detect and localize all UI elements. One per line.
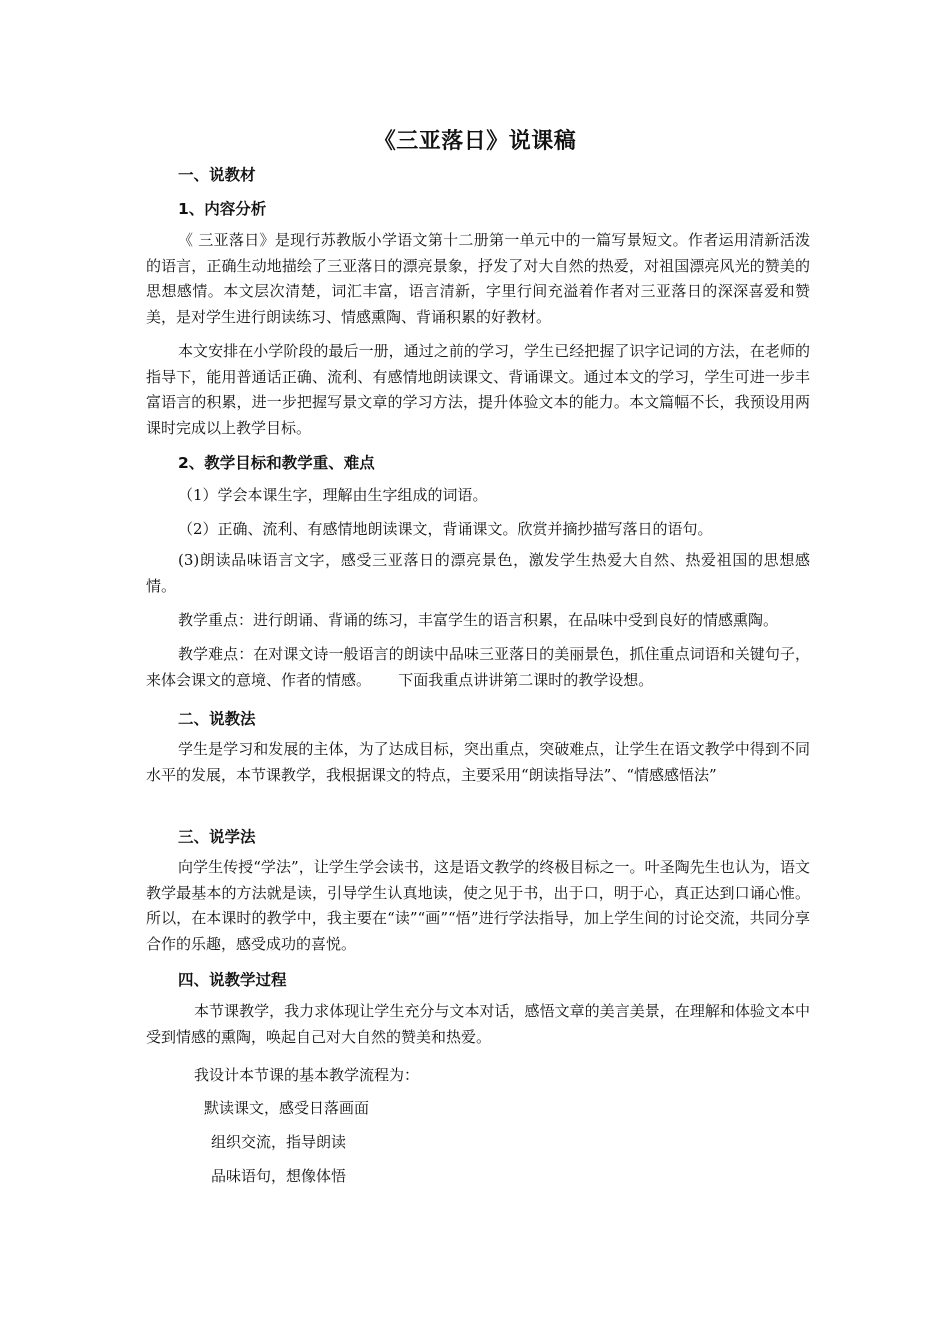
- process-step-3: 品味语句，想像体悟: [211, 1167, 347, 1185]
- teaching-key-point: 教学重点：进行朗诵、背诵的练习，丰富学生的语言积累，在品味中受到良好的情感熏陶。: [178, 611, 779, 629]
- goal-item-2: （2）正确、流利、有感情地朗读课文，背诵课文。欣赏并摘抄描写落日的语句。: [178, 520, 713, 538]
- paragraph-teaching-method: 学生是学习和发展的主体，为了达成目标，突出重点，突破难点，让学生在语文教学中得到不同水平的发展，本节课教学，我根据课文的特点，主要采用“朗读指导法”、“情感感悟法”: [146, 740, 810, 784]
- teaching-difficulty: 教学难点：在对课文诗一般语言的朗读中品味三亚落日的美丽景色，抓住重点词语和关键句子，来体会课文的意境、作者的情感。 下面我重点讲讲第二课时的教学设想。: [146, 645, 810, 689]
- paragraph-learning-method: 向学生传授“学法”，让学生学会读书，这是语文教学的终极目标之一。叶圣陶先生也认为，语文教学最基本的方法就是读，引导学生认真地读，使之见于书，出于口，明于心，真正达到口诵心惟。所以，在本课时的教学中，我主要在“读”“画”“悟”进行学法指导，加上学生间的讨论交流，共同分享合作的乐趣，感受成功的喜悦。: [146, 858, 810, 953]
- process-step-2: 组织交流，指导朗读: [211, 1133, 347, 1151]
- section-heading-teaching-material: 一、说教材: [178, 166, 256, 184]
- subheading-goals: 2、教学目标和教学重、难点: [178, 454, 375, 472]
- paragraph-teaching-process: 本节课教学，我力求体现让学生充分与文本对话，感悟文章的美言美景，在理解和体验文本中受到情感的熏陶，唤起自己对大自然的赞美和热爱。: [146, 1002, 810, 1046]
- page-title: 《三亚落日》说课稿: [373, 129, 577, 154]
- process-intro: 我设计本节课的基本教学流程为：: [194, 1066, 420, 1084]
- section-heading-learning-method: 三、说学法: [178, 828, 256, 846]
- section-heading-teaching-method: 二、说教法: [178, 710, 256, 728]
- goal-item-3: (3)朗读品味语言文字，感受三亚落日的漂亮景色，激发学生热爱大自然、热爱祖国的思想感情。: [146, 551, 810, 595]
- subheading-content-analysis: 1、内容分析: [178, 200, 267, 218]
- section-heading-teaching-process: 四、说教学过程: [178, 971, 287, 989]
- paragraph-content-analysis-1: 《 三亚落日》是现行苏教版小学语文第十二册第一单元中的一篇写景短文。作者运用清新活泼的语言，正确生动地描绘了三亚落日的漂亮景象，抒发了对大自然的热爱，对祖国漂亮风光的赞美的思想感情。本文层次清楚，词汇丰富，语言清新，字里行间充溢着作者对三亚落日的深深喜爱和赞美，是对学生进行朗读练习、情感熏陶、背诵积累的好教材。: [146, 231, 810, 326]
- paragraph-content-analysis-2: 本文安排在小学阶段的最后一册，通过之前的学习，学生已经把握了识字记词的方法，在老师的指导下，能用普通话正确、流利、有感情地朗读课文、背诵课文。通过本文的学习，学生可进一步丰富语言的积累，进一步把握写景文章的学习方法，提升体验文本的能力。本文篇幅不长，我预设用两课时完成以上教学目标。: [146, 342, 810, 437]
- goal-item-1: （1）学会本课生字，理解由生字组成的词语。: [178, 486, 488, 504]
- process-step-1: 默读课文，感受日落画面: [204, 1099, 370, 1117]
